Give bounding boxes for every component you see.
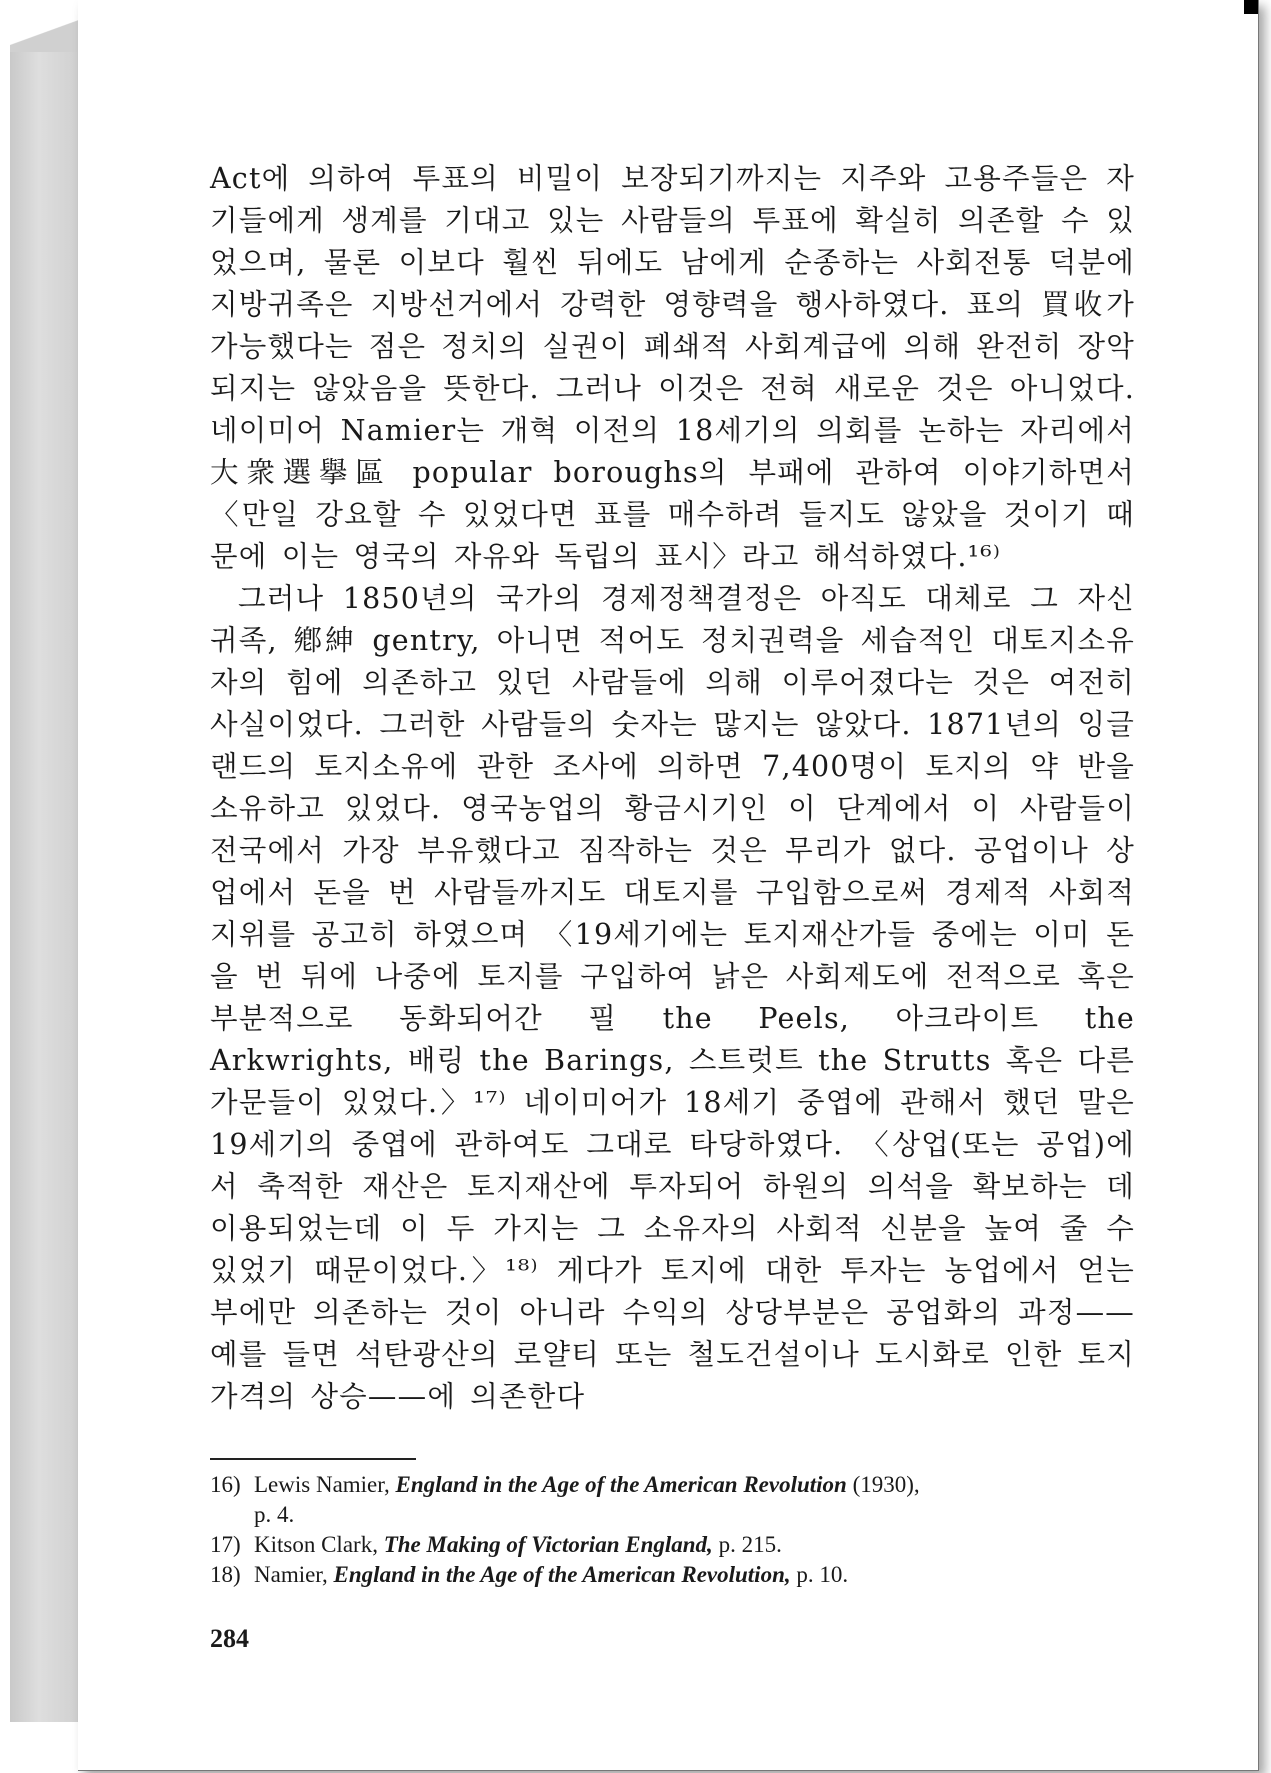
footnote-title: England in the Age of the American Revolution, [333,1562,791,1587]
footnote-18 [210,1560,1090,1590]
spine-face [10,52,83,1722]
corner-mark [1244,0,1258,14]
footnotes [210,1470,1090,1590]
footnote-author: Kitson Clark, [254,1532,378,1557]
footnote-number: 16) [210,1472,241,1497]
footnote-rest: p. 215. [718,1532,782,1557]
footnote-author: Lewis Namier, [254,1472,390,1497]
paragraph-2: 그러나 1850년의 국가의 경제정책결정은 아직도 대체로 그 자신 귀족, 鄕紳 gentry, 아니면 적어도 정치권력을 세습적인 대토지소유자의 힘에 의존하고 있던 사람들에 의해 이루어졌다는 것은 여전히 사실이었다. 그러한 사람들의 숫자는 많지는 않았다. 1871년의 잉글랜드의 토지소유에 관한 조사에 의하면 7,400명이 토지의 약 반을 소유하고 있었다. 영국농업의 황금시기인 이 단계에서 이 사람들이 전국에서 가장 부유했다고 짐작하는 것은 무리가 없다. 공업이나 상업에서 돈을 번 사람들까지도 대토지를 구입함으로써 경제적 사회적 지위를 공고히 하였으며 〈19세기에는 토지재산가들 중에는 이미 돈을 번 뒤에 나중에 토지를 구입하여 낡은 사회제도에 전적으로 혹은 부분적으로 동화되어간 필 the Peels, 아크라이트 the Arkwrights, 배링 the Barings, 스트럿트 the Strutts 혹은 다른 가문들이 있었다.〉¹⁷⁾ 네이미어가 18세기 중엽에 관해서 했던 말은 19세기의 중엽에 관하여도 그대로 타당하였다. 〈상업(또는 공업)에서 축적한 재산은 토지재산에 투자되어 하원의 의석을 확보하는 데 이용되었는데 이 두 가지는 그 소유자의 사회적 신분을 높여 줄 수 있었기 때문이었다.〉¹⁸⁾ 게다가 토지에 대한 투자는 농업에서 얻는 부에만 의존하는 것이 아니라 수익의 상당부분은 공업화의 과정——예를 들면 석탄광산의 로얄티 또는 철도건설이나 도시화로 인한 토지가격의 상승——에 의존한다 [210,582,1135,1413]
body-text [210,158,1135,1418]
footnote-number: 17) [210,1532,241,1557]
footnote-17 [210,1530,1090,1560]
paragraph-1: Act에 의하여 투표의 비밀이 보장되기까지는 지주와 고용주들은 자기들에게 생계를 기대고 있는 사람들의 투표에 확실히 의존할 수 있었으며, 물론 이보다 훨씬 뒤에도 남에게 순종하는 사회전통 덕분에 지방귀족은 지방선거에서 강력한 영향력을 행사하였다. 표의 買收가 가능했다는 점은 정치의 실권이 폐쇄적 사회계급에 의해 완전히 장악되지는 않았음을 뜻한다. 그러나 이것은 전혀 새로운 것은 아니었다. 네이미어 Namier는 개혁 이전의 18세기의 의회를 논하는 자리에서 大衆選擧區 popular boroughs의 부패에 관하여 이야기하면서 〈만일 강요할 수 있었다면 표를 매수하려 들지도 않았을 것이기 때문에 이는 영국의 자유와 독립의 표시〉라고 해석하였다.¹⁶⁾ [210,162,1135,573]
footnote-title: England in the Age of the American Revolution [395,1472,847,1497]
page-number: 284 [210,1624,249,1653]
footnote-title: The Making of Victorian England, [383,1532,713,1557]
footnote-16 [210,1470,1090,1530]
footnote-rule [210,1458,416,1460]
footnote-rest: p. 10. [796,1562,849,1587]
footnote-number: 18) [210,1562,241,1587]
footnote-author: Namier, [254,1562,328,1587]
footnote-rest: (1930), [852,1472,920,1497]
footnote-continuation: p. 4. [254,1502,295,1527]
book-spine [0,0,86,1773]
